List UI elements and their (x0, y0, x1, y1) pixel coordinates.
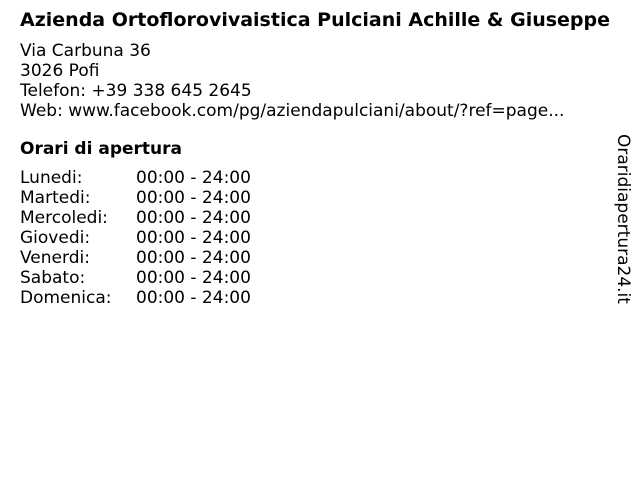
website-link[interactable]: Web: www.facebook.com/pg/aziendapulciani/about/?ref=page... (20, 101, 565, 121)
day-label: Sabato: (20, 268, 86, 288)
time-range: 00:00 - 24:00 (136, 268, 251, 288)
day-label: Martedi: (20, 188, 91, 208)
opening-hours-table (20, 168, 251, 308)
day-label: Giovedi: (20, 228, 91, 248)
hours-row (20, 168, 251, 188)
hours-row (20, 188, 251, 208)
opening-hours-title: Orari di apertura (20, 139, 182, 159)
street-address: Via Carbuna 36 (20, 41, 151, 61)
city-address: 3026 Pofi (20, 61, 100, 81)
hours-row (20, 248, 251, 268)
day-label: Domenica: (20, 288, 112, 308)
day-label: Lunedi: (20, 168, 83, 188)
time-range: 00:00 - 24:00 (136, 168, 251, 188)
time-range: 00:00 - 24:00 (136, 288, 251, 308)
hours-row (20, 208, 251, 228)
hours-row (20, 228, 251, 248)
day-label: Venerdi: (20, 248, 90, 268)
time-range: 00:00 - 24:00 (136, 188, 251, 208)
site-watermark: Oraridiapertura24.it (613, 134, 633, 304)
phone-number[interactable]: Telefon: +39 338 645 2645 (20, 81, 252, 101)
day-label: Mercoledi: (20, 208, 108, 228)
address-block (20, 41, 610, 121)
time-range: 00:00 - 24:00 (136, 248, 251, 268)
hours-row (20, 268, 251, 288)
business-card (20, 9, 610, 308)
hours-row (20, 288, 251, 308)
time-range: 00:00 - 24:00 (136, 208, 251, 228)
business-name: Azienda Ortoflorovivaistica Pulciani Achille & Giuseppe (20, 9, 611, 31)
time-range: 00:00 - 24:00 (136, 228, 251, 248)
